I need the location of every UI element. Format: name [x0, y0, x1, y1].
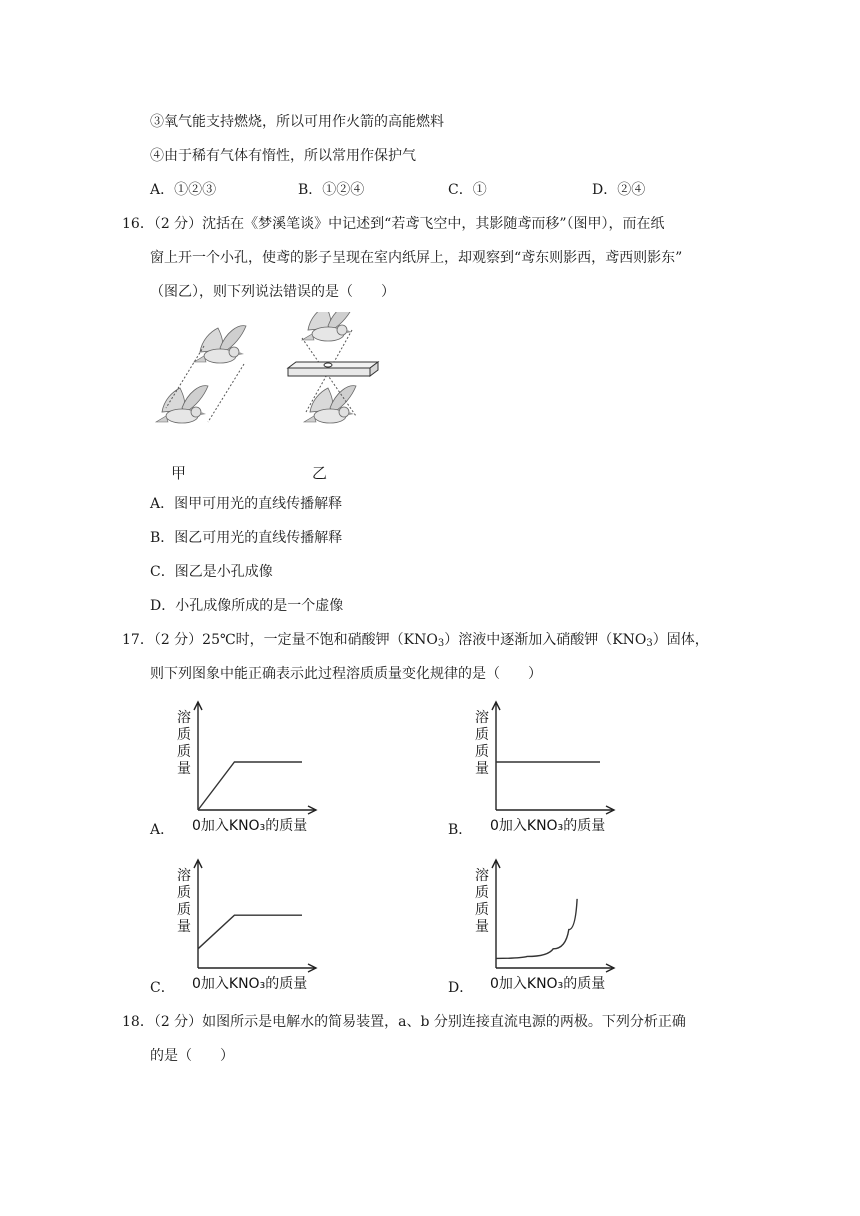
- q15-option-d: D．②④: [592, 182, 646, 198]
- x-axis-label: 0加入KNO₃的质量: [490, 976, 606, 992]
- q17-stem-line-1: [122, 630, 709, 654]
- q18-stem-line-2: 的是（ ）: [150, 1048, 234, 1064]
- kite-shadow-a: [156, 386, 208, 423]
- x-axis-label: 0加入KNO₃的质量: [192, 818, 308, 834]
- chart-b-letter: B．: [448, 822, 473, 838]
- q15-item-3: ③氧气能支持燃烧，所以可用作火箭的高能燃料: [150, 114, 444, 130]
- q15-item-4: ④由于稀有气体有惰性，所以常用作保护气: [150, 148, 416, 164]
- x-axis-label: 0加入KNO₃的质量: [490, 818, 606, 834]
- subscript-3: 3: [646, 638, 653, 649]
- q15-option-b: B．①②④: [298, 182, 365, 198]
- kite-sky-a: [194, 326, 246, 363]
- chart-b: [470, 694, 630, 838]
- q16-option-d: D．小孔成像所成的是一个虚像: [150, 598, 344, 614]
- chart-d: [470, 852, 630, 996]
- q15-option-c: C．①: [448, 182, 487, 198]
- q18-stem-line-1: 18．（2 分）如图所示是电解水的简易装置，a、b 分别连接直流电源的两极。下列分析正确: [122, 1014, 686, 1030]
- q15-option-a: A．①②③: [150, 182, 217, 198]
- ray-line: [208, 364, 244, 422]
- q16-stem-line-3: （图乙），则下列说法错误的是（ ）: [150, 284, 395, 300]
- series-line: [198, 762, 302, 810]
- y-axis-label: 溶质质量: [475, 868, 489, 935]
- fig-label-b: 乙: [312, 464, 328, 482]
- y-axis-label: 溶质质量: [475, 710, 489, 777]
- q17-stem-part-2: ）溶液中逐渐加入硝酸钾（KNO: [444, 632, 647, 648]
- y-axis-label: 溶质质量: [177, 710, 191, 777]
- fig-label-a: 甲: [171, 464, 187, 482]
- x-axis-label: 0加入KNO₃的质量: [192, 976, 308, 992]
- series-line: [198, 915, 302, 949]
- q15-options: [150, 180, 790, 200]
- pinhole-figure: [130, 312, 390, 487]
- q17-stem-line-2: 则下列图象中能正确表示此过程溶质质量变化规律的是（ ）: [150, 666, 542, 682]
- chart-c: [172, 852, 332, 996]
- q16-option-a: A．图甲可用光的直线传播解释: [150, 496, 343, 512]
- kite-sky-b: [302, 312, 354, 341]
- y-axis-label: 溶质质量: [177, 868, 191, 935]
- chart-d-letter: D．: [448, 980, 474, 996]
- chart-c-letter: C．: [150, 980, 175, 996]
- pinhole: [324, 363, 332, 367]
- q16-stem-line-1: 16．（2 分）沈括在《梦溪笔谈》中记述到“若鸢飞空中，其影随鸢而移”（图甲），而在纸: [122, 216, 665, 232]
- pinhole-board: [288, 362, 378, 376]
- q17-stem-part-3: ）固体，: [652, 632, 709, 648]
- q17-stem-part-1: 17．（2 分）25℃时，一定量不饱和硝酸钾（KNO: [122, 632, 438, 648]
- subscript-3: 3: [437, 638, 445, 649]
- chart-a-letter: A．: [150, 822, 175, 838]
- q16-stem-line-2: 窗上开一个小孔，使鸢的影子呈现在室内纸屏上，却观察到“鸢东则影西，鸢西则影东”: [150, 250, 683, 266]
- series-line: [496, 899, 577, 959]
- chart-a: [172, 694, 332, 838]
- q16-option-c: C．图乙是小孔成像: [150, 564, 273, 580]
- q16-option-b: B．图乙可用光的直线传播解释: [150, 530, 343, 546]
